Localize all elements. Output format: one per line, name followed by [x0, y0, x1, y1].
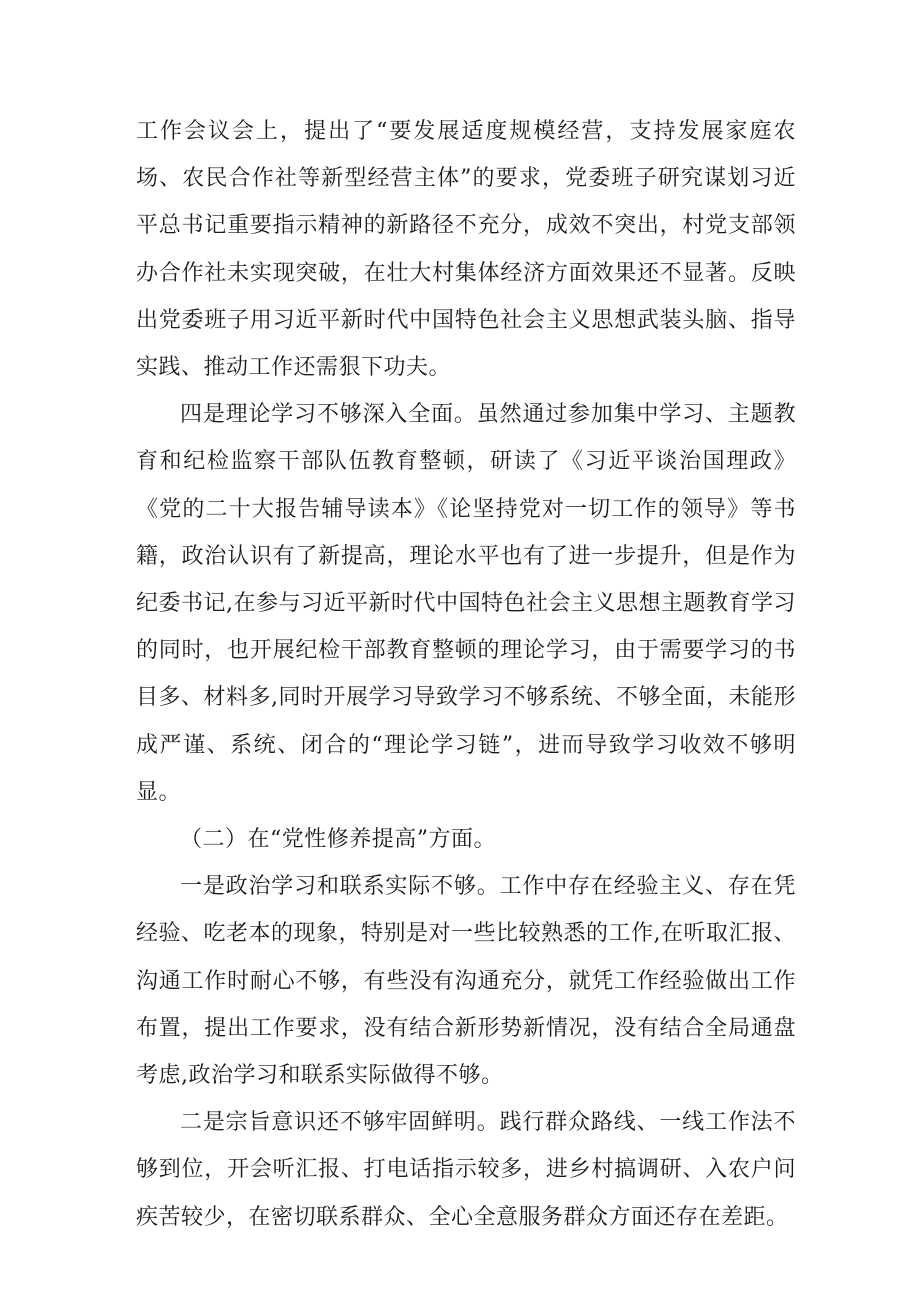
paragraph-political-study: 一是政治学习和联系实际不够。工作中存在经验主义、存在凭经验、吃老本的现象，特别是对一些比较熟悉的工作,在听取汇报、沟通工作时耐心不够，有些没有沟通充分，就凭工作经验做出工作布置，提出工作要求，没有结合新形势新情况，没有结合全局通盘考虑,政治学习和联系实际做得不够。 — [136, 874, 796, 1089]
paragraph-theory-study: 四是理论学习不够深入全面。虽然通过参加集中学习、主题教育和纪检监察干部队伍教育整顿，研读了《习近平谈治国理政》《党的二十大报告辅导读本》《论坚持党对一切工作的领导》等书籍，政治认识有了新提高，理论水平也有了进一步提升，但是作为纪委书记,在参与习近平新时代中国特色社会主义思想主题教育学习的同时，也开展纪检干部教育整顿的理论学习，由于需要学习的书目多、材料多,同时开展学习导致学习不够系统、不够全面，未能形成严谨、系统、闭合的“理论学习链”，进而导致学习收效不够明显。 — [136, 402, 796, 805]
document-body — [136, 108, 796, 1241]
section-heading-party-spirit: （二）在“党性修养提高”方面。 — [180, 827, 496, 853]
paragraph-purpose-awareness: 二是宗旨意识还不够牢固鲜明。践行群众路线、一线工作法不够到位，开会听汇报、打电话指示较多，进乡村搞调研、入农户问疾苦较少，在密切联系群众、全心全意服务群众方面还存在差距。 — [136, 1110, 796, 1230]
paragraph-continuation: 工作会议会上，提出了“要发展适度规模经营，支持发展家庭农场、农民合作社等新型经营主体”的要求，党委班子研究谋划习近平总书记重要指示精神的新路径不充分，成效不突出，村党支部领办合作社未实现突破，在壮大村集体经济方面效果还不显著。反映出党委班子用习近平新时代中国特色社会主义思想武装头脑、指导实践、推动工作还需狠下功夫。 — [136, 119, 796, 381]
